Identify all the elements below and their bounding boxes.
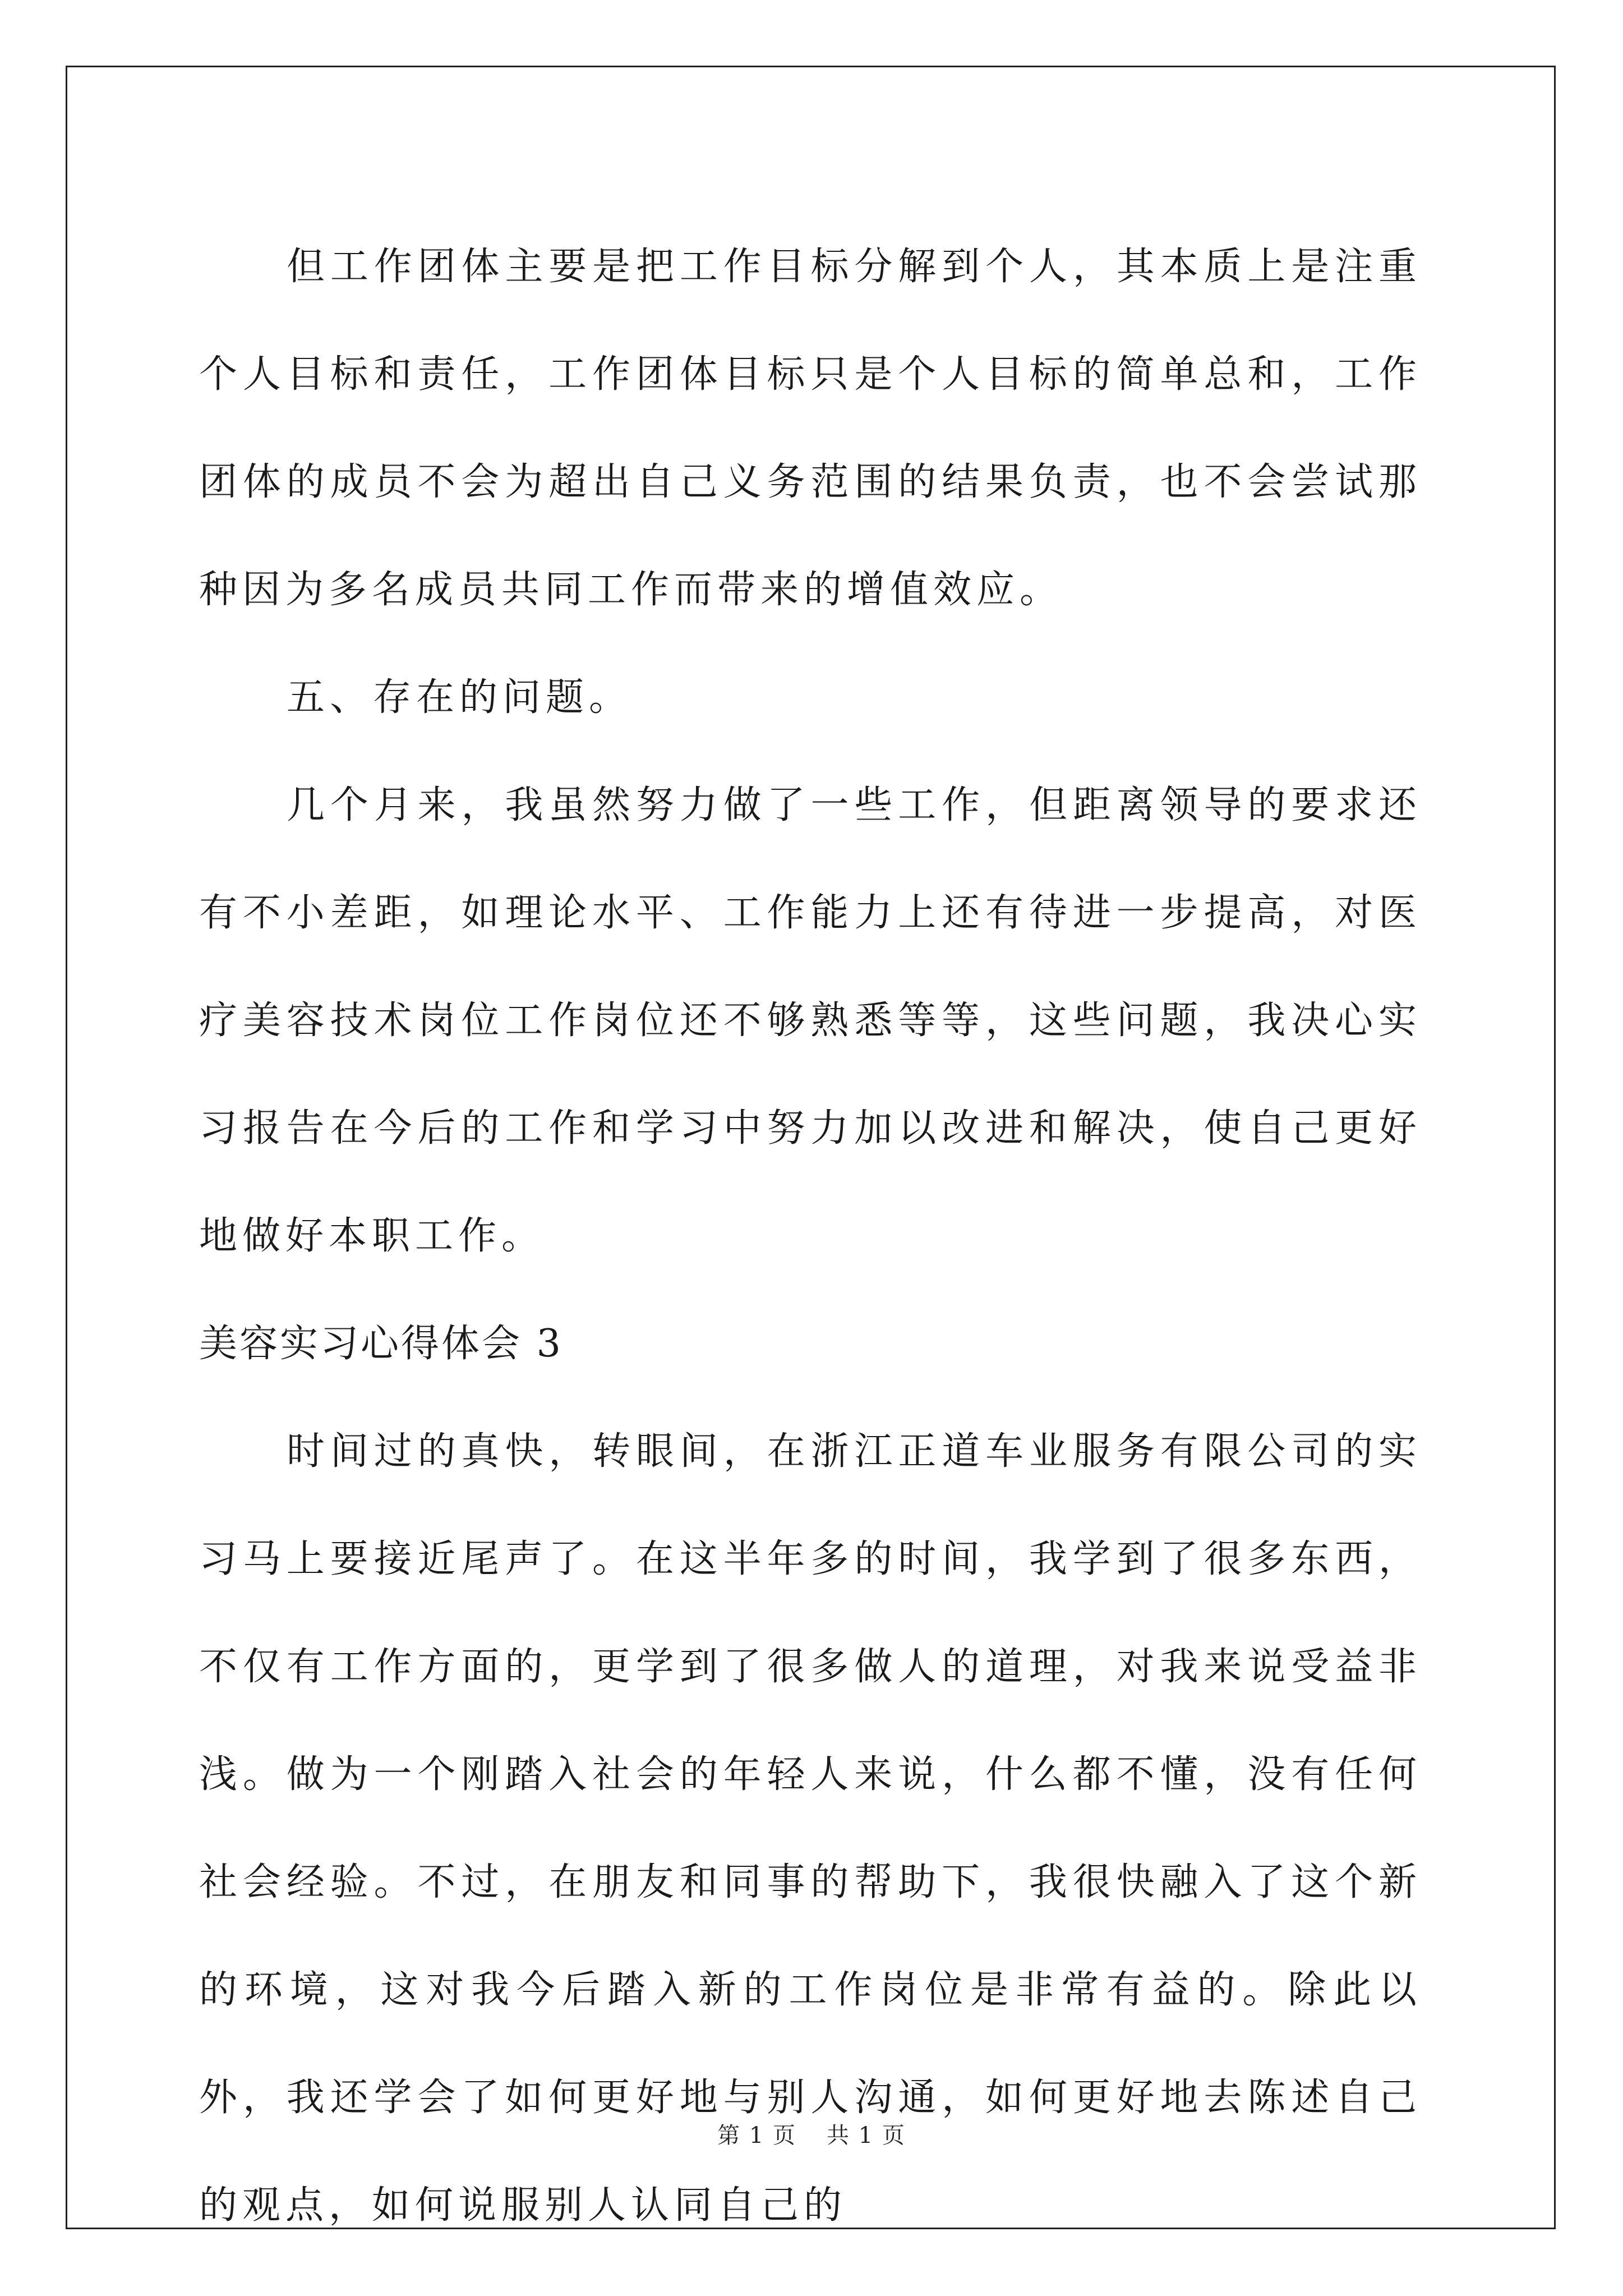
page-footer bbox=[0, 2122, 1623, 2150]
paragraph-teamwork: 但工作团体主要是把工作目标分解到个人，其本质上是注重个人目标和责任，工作团体目标只是个人目标的简单总和，工作团体的成员不会为超出自己义务范围的结果负责，也不会尝试那种因为多名成员共同工作而带来的增值效应。 bbox=[199, 245, 1422, 612]
section-heading-problems: 五、存在的问题。 bbox=[287, 675, 633, 720]
page-number-current: 第 1 页 bbox=[717, 2123, 796, 2148]
document-body bbox=[199, 213, 1422, 2260]
paragraph-internship: 时间过的真快，转眼间，在浙江正道车业服务有限公司的实习马上要接近尾声了。在这半年多的时间，我学到了很多东西，不仅有工作方面的，更学到了很多做人的道理，对我来说受益非浅。做为一个刚踏入社会的年轻人来说，什么都不懂，没有任何社会经验。不过，在朋友和同事的帮助下，我很快融入了这个新的环境，这对我今后踏入新的工作岗位是非常有益的。除此以外，我还学会了如何更好地与别人沟通，如何更好地去陈述自己的观点，如何说服别人认同自己的 bbox=[199, 1429, 1422, 2228]
paragraph-problems: 几个月来，我虽然努力做了一些工作，但距离领导的要求还有不小差距，如理论水平、工作能力上还有待进一步提高，对医疗美容技术岗位工作岗位还不够熟悉等等，这些问题，我决心实习报告在今后的工作和学习中努力加以改进和解决，使自己更好地做好本职工作。 bbox=[199, 783, 1422, 1258]
article-title: 美容实习心得体会 3 bbox=[199, 1322, 563, 1366]
page-number-total: 共 1 页 bbox=[827, 2123, 906, 2148]
